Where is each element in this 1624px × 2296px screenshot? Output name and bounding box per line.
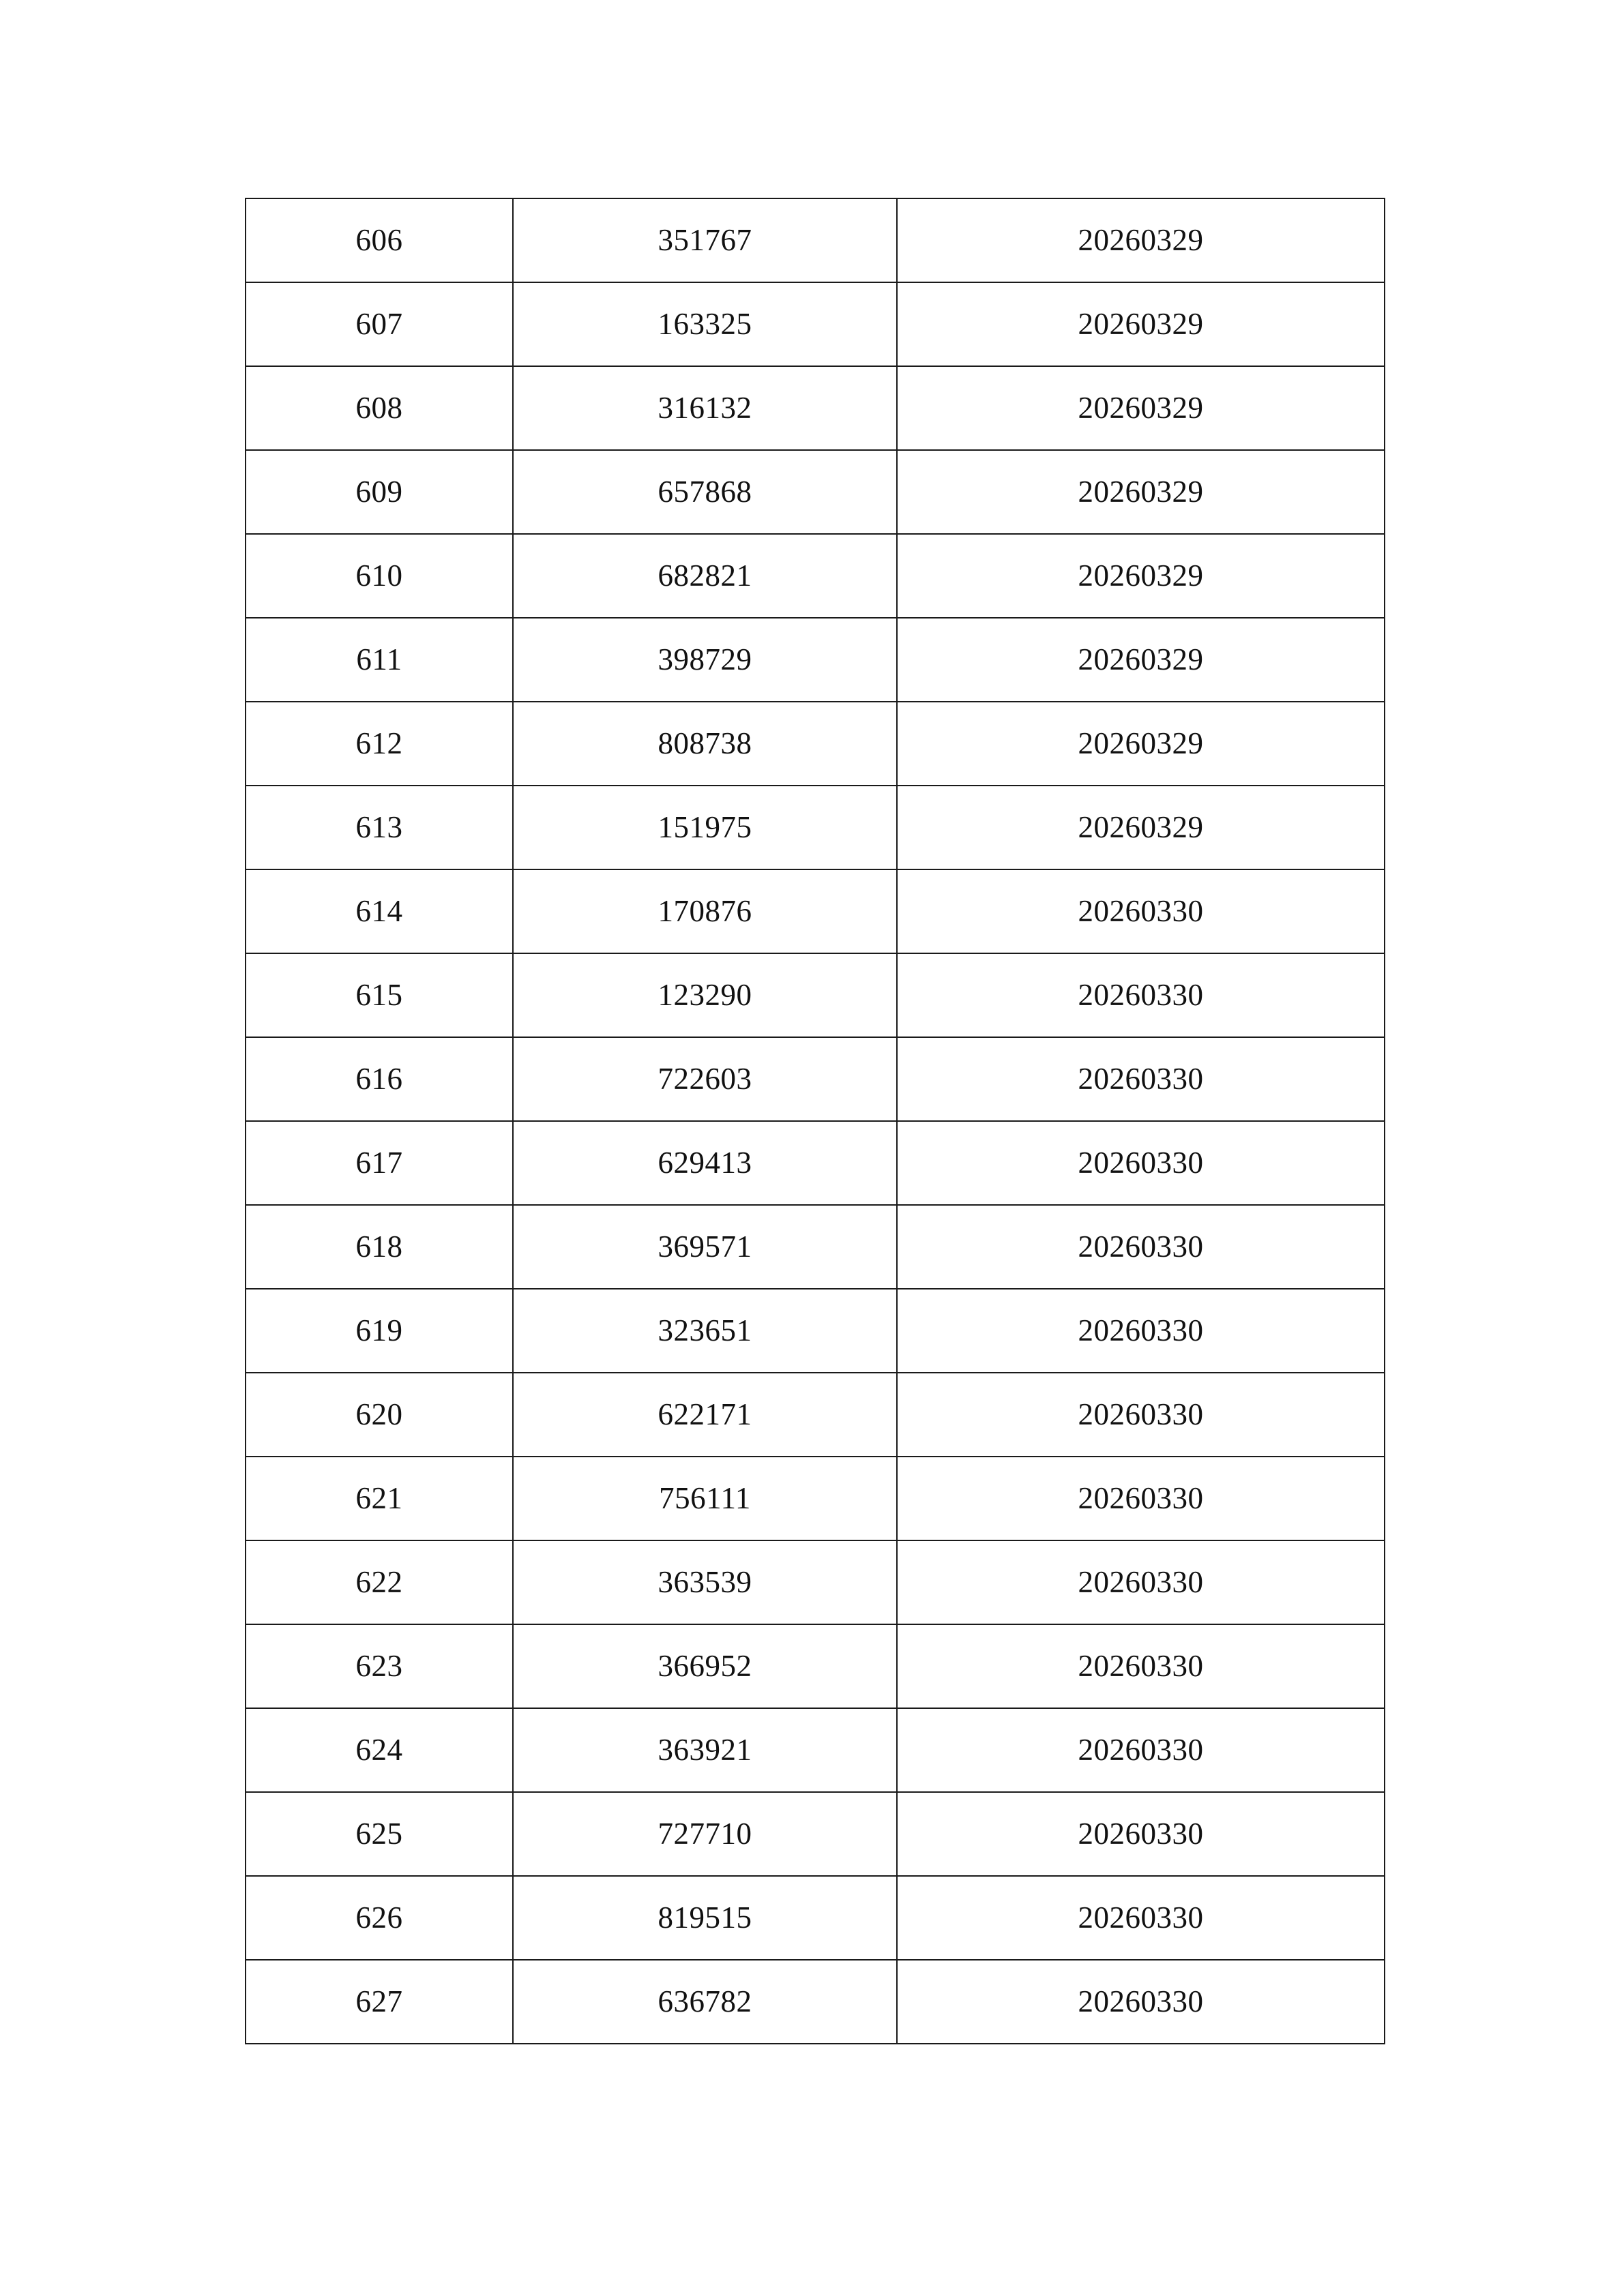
table-row — [246, 1457, 1385, 1540]
data-table — [245, 198, 1385, 2044]
date-cell: 20260330 — [897, 1205, 1385, 1289]
table-row — [246, 1205, 1385, 1289]
row-number-cell: 617 — [246, 1121, 513, 1205]
code-cell: 629413 — [513, 1121, 897, 1205]
row-number-cell: 615 — [246, 953, 513, 1037]
code-cell: 657868 — [513, 450, 897, 534]
code-cell: 819515 — [513, 1876, 897, 1960]
date-cell: 20260329 — [897, 198, 1385, 282]
code-cell: 351767 — [513, 198, 897, 282]
row-number-cell: 608 — [246, 366, 513, 450]
row-number-cell: 607 — [246, 282, 513, 366]
table-row — [246, 534, 1385, 618]
row-number-cell: 621 — [246, 1457, 513, 1540]
table-row — [246, 1037, 1385, 1121]
code-cell: 366952 — [513, 1624, 897, 1708]
code-cell: 151975 — [513, 786, 897, 869]
table-row — [246, 953, 1385, 1037]
table-row — [246, 1373, 1385, 1457]
table-row — [246, 1624, 1385, 1708]
row-number-cell: 620 — [246, 1373, 513, 1457]
row-number-cell: 606 — [246, 198, 513, 282]
row-number-cell: 610 — [246, 534, 513, 618]
table-row — [246, 1121, 1385, 1205]
date-cell: 20260329 — [897, 534, 1385, 618]
table-row — [246, 1792, 1385, 1876]
code-cell: 398729 — [513, 618, 897, 702]
row-number-cell: 614 — [246, 869, 513, 953]
date-cell: 20260329 — [897, 282, 1385, 366]
date-cell: 20260329 — [897, 702, 1385, 786]
row-number-cell: 625 — [246, 1792, 513, 1876]
row-number-cell: 626 — [246, 1876, 513, 1960]
code-cell: 363921 — [513, 1708, 897, 1792]
row-number-cell: 616 — [246, 1037, 513, 1121]
row-number-cell: 611 — [246, 618, 513, 702]
date-cell: 20260330 — [897, 1457, 1385, 1540]
date-cell: 20260330 — [897, 869, 1385, 953]
code-cell: 756111 — [513, 1457, 897, 1540]
row-number-cell: 623 — [246, 1624, 513, 1708]
date-cell: 20260330 — [897, 1624, 1385, 1708]
date-cell: 20260330 — [897, 1037, 1385, 1121]
table-row — [246, 450, 1385, 534]
row-number-cell: 622 — [246, 1540, 513, 1624]
table-row — [246, 869, 1385, 953]
date-cell: 20260330 — [897, 1289, 1385, 1373]
table-row — [246, 1289, 1385, 1373]
date-cell: 20260330 — [897, 1540, 1385, 1624]
date-cell: 20260329 — [897, 786, 1385, 869]
code-cell: 170876 — [513, 869, 897, 953]
table-row — [246, 366, 1385, 450]
row-number-cell: 627 — [246, 1960, 513, 2044]
code-cell: 163325 — [513, 282, 897, 366]
table-row — [246, 618, 1385, 702]
table-row — [246, 198, 1385, 282]
date-cell: 20260330 — [897, 1960, 1385, 2044]
date-cell: 20260329 — [897, 618, 1385, 702]
code-cell: 727710 — [513, 1792, 897, 1876]
code-cell: 722603 — [513, 1037, 897, 1121]
row-number-cell: 609 — [246, 450, 513, 534]
code-cell: 316132 — [513, 366, 897, 450]
table-row — [246, 786, 1385, 869]
code-cell: 369571 — [513, 1205, 897, 1289]
date-cell: 20260330 — [897, 1121, 1385, 1205]
date-cell: 20260330 — [897, 1373, 1385, 1457]
code-cell: 682821 — [513, 534, 897, 618]
date-cell: 20260330 — [897, 1792, 1385, 1876]
row-number-cell: 624 — [246, 1708, 513, 1792]
row-number-cell: 612 — [246, 702, 513, 786]
date-cell: 20260330 — [897, 953, 1385, 1037]
date-cell: 20260330 — [897, 1708, 1385, 1792]
table-row — [246, 282, 1385, 366]
row-number-cell: 613 — [246, 786, 513, 869]
code-cell: 636782 — [513, 1960, 897, 2044]
date-cell: 20260330 — [897, 1876, 1385, 1960]
table-body — [246, 198, 1385, 2044]
date-cell: 20260329 — [897, 366, 1385, 450]
code-cell: 808738 — [513, 702, 897, 786]
table-row — [246, 1960, 1385, 2044]
code-cell: 123290 — [513, 953, 897, 1037]
date-cell: 20260329 — [897, 450, 1385, 534]
table-row — [246, 1876, 1385, 1960]
row-number-cell: 618 — [246, 1205, 513, 1289]
table-row — [246, 702, 1385, 786]
code-cell: 363539 — [513, 1540, 897, 1624]
table-row — [246, 1708, 1385, 1792]
code-cell: 622171 — [513, 1373, 897, 1457]
row-number-cell: 619 — [246, 1289, 513, 1373]
table-row — [246, 1540, 1385, 1624]
code-cell: 323651 — [513, 1289, 897, 1373]
